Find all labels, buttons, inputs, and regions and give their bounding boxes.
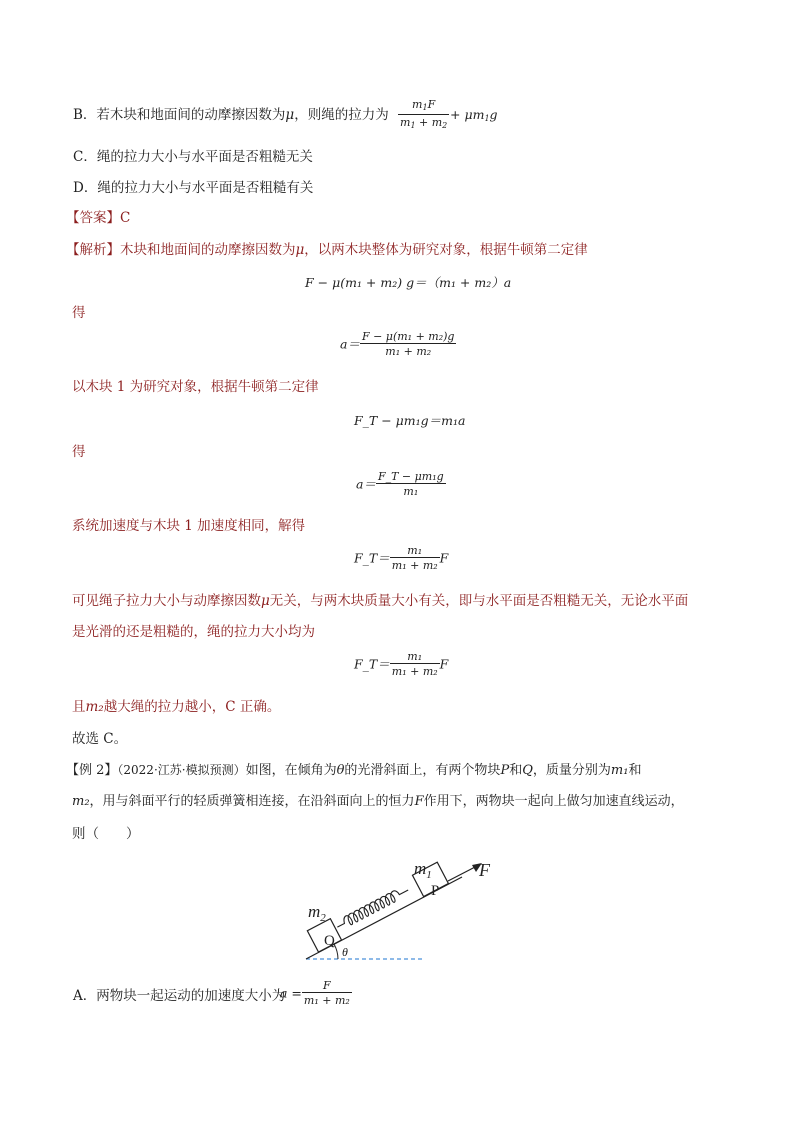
de-2: 得 (72, 444, 86, 460)
mu-symbol: μ (285, 107, 295, 123)
label-theta: θ (342, 945, 348, 959)
equation-1: F − μ(m₁ + m₂) g＝（m₁ + m₂）a (305, 275, 512, 290)
analysis-line-4: 可见绳子拉力大小与动摩擦因数μ无关，与两木块质量大小有关，即与水平面是否粗糙无关，无论水平面 (72, 593, 689, 609)
equation-6: F_T＝ $\frac{\text{m₁}}{\text{m₁ + m₂}}$ F (354, 650, 449, 678)
de-1: 得 (72, 305, 86, 321)
equation-4: a＝ $\frac{\text{F\_T − μm₁g}}{\text{m₁}}$ (356, 470, 444, 498)
force-arrow (448, 866, 477, 881)
analysis-line-2: 以木块 1 为研究对象，根据牛顿第二定律 (72, 379, 319, 395)
example-2-line-2: m₂，用与斜面平行的轻质弹簧相连接，在沿斜面向上的恒力F作用下，两物块一起向上做匀加速直线运动， (72, 794, 684, 809)
option-a-formula: a = $\frac{F}{\text{m₁ + m₂}}$ (280, 979, 350, 1007)
analysis-line-1: 【解析】木块和地面间的动摩擦因数为μ，以两木块整体为研究对象，根据牛顿第二定律 (66, 242, 588, 258)
example-2-line-3: 则（ ） (72, 826, 140, 842)
label-f: F (479, 860, 490, 880)
example-2-label: 【例 2】 (66, 763, 118, 778)
analysis-line-6: 且m₂越大绳的拉力越小，C 正确。 (72, 699, 281, 715)
option-c: C．绳的拉力大小与水平面是否粗糙无关 (73, 149, 313, 165)
conclusion: 故选 C。 (72, 731, 128, 747)
option-b-fraction: $\frac{m_1F}{m_1 + m_2}$ (400, 98, 448, 130)
analysis-label: 【解析】 (66, 242, 120, 258)
option-b-tail: + $\mu m_1g$ (450, 107, 498, 123)
label-q: Q (324, 933, 335, 949)
analysis-line-5: 是光滑的还是粗糙的，绳的拉力大小均为 (72, 624, 315, 640)
option-d: D．绳的拉力大小与水平面是否粗糙有关 (73, 180, 314, 196)
analysis-line-3: 系统加速度与木块 1 加速度相同，解得 (72, 518, 306, 534)
equation-2: a＝ $\frac{\text{F − μ(m₁ + m₂)g}}{\text{m₁ + m₂}}$ (340, 330, 455, 358)
option-b-mid: ，则绳的拉力为 (294, 107, 389, 123)
equation-3: F_T − μm₁g＝m₁a (354, 413, 466, 428)
option-b-label: B．若木块和地面间的动摩擦因数为 (73, 107, 286, 123)
answer: 【答案】C (66, 210, 131, 226)
equation-5: F_T＝ $\frac{\text{m₁}}{\text{m₁ + m₂}}$ F (354, 544, 449, 572)
option-a-label: A．两物块一起运动的加速度大小为 (73, 988, 286, 1004)
label-p: P (431, 883, 440, 899)
label-m2: $m_2$ (308, 902, 326, 924)
option-b (73, 106, 389, 124)
example-2-line-1: 【例 2】（2022·江苏·模拟预测）如图，在倾角为θ的光滑斜面上，有两个物块P和Q，质量分别为m₁和 (66, 763, 642, 778)
label-m1: $m_1$ (414, 859, 432, 881)
incline-figure (296, 850, 506, 968)
option-a (73, 987, 285, 1005)
